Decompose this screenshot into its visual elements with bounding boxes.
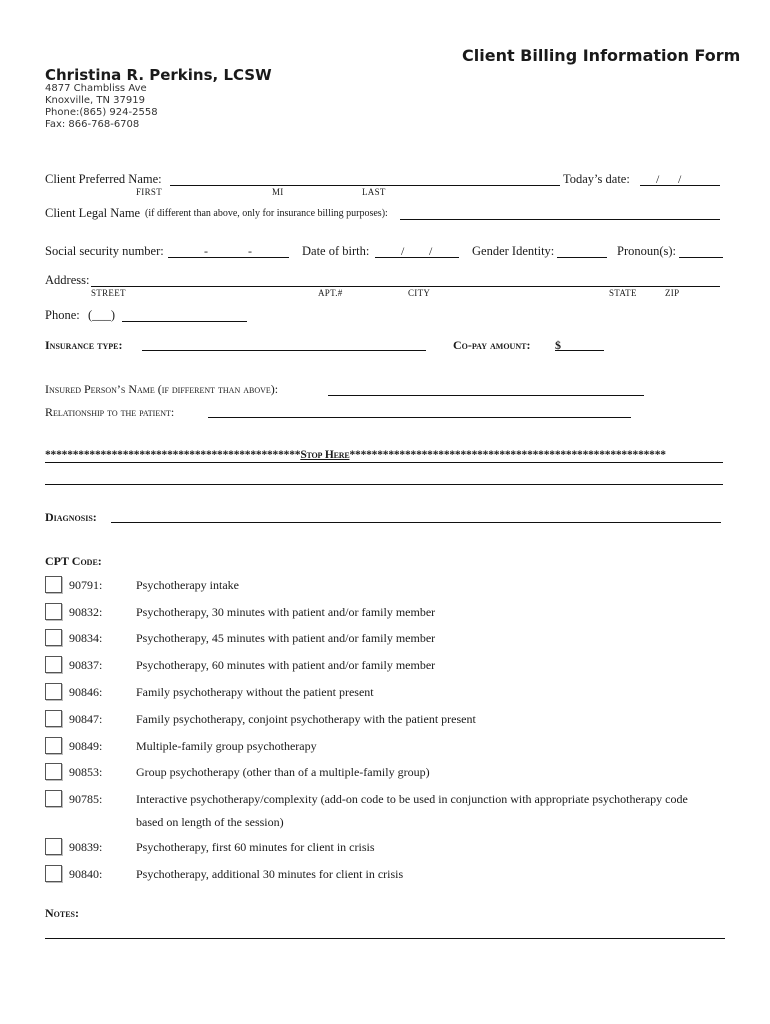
dob-label: Date of birth: [302,244,370,258]
cpt-description: Group psychotherapy (other than of a multiple-family group) [136,765,430,779]
copay-label: Co-pay amount: [453,338,531,352]
cpt-description: Psychotherapy, 30 minutes with patient and/or family member [136,605,436,619]
cpt-code: 90839: [69,840,103,854]
cpt-description: Psychotherapy, first 60 minutes for client in crisis [136,840,375,854]
gender-field[interactable] [557,257,607,258]
cpt-code: 90846: [69,685,103,699]
cpt-checkbox-90832[interactable] [45,603,62,620]
legal-name-label: Client Legal Name [45,206,141,220]
cpt-description: Multiple-family group psychotherapy [136,739,317,753]
diagnosis-label: Diagnosis: [45,510,97,524]
cpt-code: 90791: [69,578,103,592]
cpt-code: 90785: [69,792,103,806]
sub-state: STATE [609,288,637,298]
address-label: Address: [45,273,90,287]
pronoun-field[interactable] [679,257,723,258]
provider-fax: Fax: 866-768-6708 [45,119,140,130]
dob-slash-1: / [401,244,405,258]
date-slash-1: / [656,172,660,186]
cpt-code: 90834: [69,631,103,645]
legal-name-note: (if different than above, only for insurance billing purposes): [145,208,388,219]
cpt-description-continued: based on length of the session) [136,815,284,829]
insured-name-label: Insured Person’s Name (if different than above): [45,382,279,396]
diagnosis-field[interactable] [111,522,721,523]
cpt-checkbox-90785[interactable] [45,790,62,807]
stars-right: ********************************************************* [349,449,666,461]
copay-field[interactable] [555,350,604,351]
copay-currency: $ [555,338,561,352]
client-name-label: Client Preferred Name: [45,172,162,186]
cpt-code: 90832: [69,605,103,619]
stop-here-text: Stop Here [300,449,350,461]
client-name-field[interactable] [170,185,560,186]
provider-name: Christina R. Perkins, LCSW [45,66,272,84]
stop-underline [45,462,723,463]
pronoun-label: Pronoun(s): [617,244,677,258]
notes-label: Notes: [45,906,80,920]
ssn-field[interactable] [168,257,289,258]
insurance-label: Insurance type: [45,338,123,352]
cpt-code: 90853: [69,765,103,779]
sub-apt: APT.# [318,288,343,298]
cpt-description: Psychotherapy, additional 30 minutes for client in crisis [136,867,404,881]
cpt-checkbox-90839[interactable] [45,838,62,855]
cpt-code: 90837: [69,658,103,672]
cpt-checkbox-90849[interactable] [45,737,62,754]
phone-area-code: (___) [88,308,116,322]
cpt-code: 90847: [69,712,103,726]
provider-address-line2: Knoxville, TN 37919 [45,95,145,106]
sub-first: FIRST [136,187,163,197]
stop-here-divider [45,449,666,461]
legal-name-field[interactable] [400,219,720,220]
notes-field[interactable] [45,938,725,939]
form-title: Client Billing Information Form [462,46,741,65]
cpt-checkbox-90847[interactable] [45,710,62,727]
cpt-code: 90840: [69,867,103,881]
cpt-description: Psychotherapy, 45 minutes with patient and/or family member [136,631,436,645]
cpt-description: Psychotherapy, 60 minutes with patient and/or family member [136,658,436,672]
sub-street: STREET [91,288,126,298]
cpt-description: Family psychotherapy without the patient present [136,685,374,699]
cpt-description: Interactive psychotherapy/complexity (add-on code to be used in conjunction with appropriate psychotherapy code [136,792,688,806]
cpt-heading: CPT Code: [45,554,102,568]
cpt-checkbox-90853[interactable] [45,763,62,780]
insured-name-field[interactable] [328,395,644,396]
cpt-description: Family psychotherapy, conjoint psychotherapy with the patient present [136,712,476,726]
cpt-description: Psychotherapy intake [136,578,239,592]
ssn-dash-2: - [248,244,252,258]
dob-field[interactable] [375,257,459,258]
phone-field[interactable] [122,321,247,322]
sub-city: CITY [408,288,431,298]
cpt-checkbox-90840[interactable] [45,865,62,882]
phone-label: Phone: [45,308,80,322]
sub-zip: ZIP [665,288,680,298]
provider-address-line1: 4877 Chambliss Ave [45,83,147,94]
cpt-checkbox-90846[interactable] [45,683,62,700]
office-use-line [45,484,723,485]
provider-phone: Phone:(865) 924-2558 [45,107,158,118]
cpt-code: 90849: [69,739,103,753]
ssn-label: Social security number: [45,244,164,258]
cpt-checkbox-90837[interactable] [45,656,62,673]
address-field[interactable] [91,286,720,287]
relationship-field[interactable] [208,417,631,418]
cpt-checkbox-90791[interactable] [45,576,62,593]
cpt-checkbox-90834[interactable] [45,629,62,646]
ssn-dash-1: - [204,244,208,258]
stars-left: ********************************************** [45,449,301,461]
date-slash-2: / [678,172,682,186]
insurance-field[interactable] [142,350,426,351]
todays-date-label: Today’s date: [563,172,630,186]
dob-slash-2: / [429,244,433,258]
sub-last: LAST [362,187,386,197]
sub-mi: MI [272,187,284,197]
gender-label: Gender Identity: [472,244,555,258]
relationship-label: Relationship to the patient: [45,405,175,419]
